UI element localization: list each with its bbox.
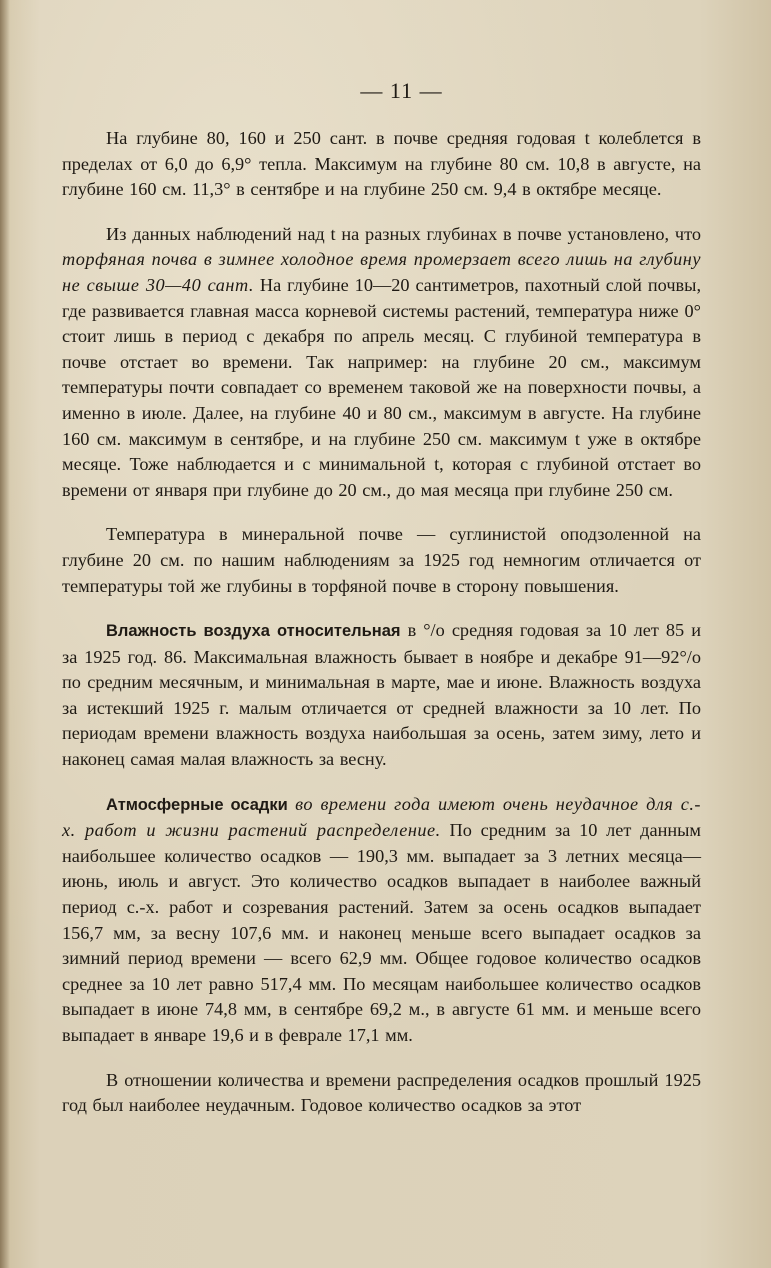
text-run: По средним за 10 лет данным наибольшее количество осадков — 190,3 мм. выпадает за 3 летних месяца—июнь, июль и август. Это количество осадков выпадает в наиболее важный период с.-х. работ и созревания растений. Затем за осень осадков выпадает 156,7 мм, за весну 107,6 мм. и наконец меньше всего выпадает осадков за зимний период времени — всего 62,9 мм. Общее годовое количество осадков среднее за 10 лет равно 517,4 мм. По месяцам наибольшее количество осадков выпадает в июне 74,8 мм, в сентябре 69,2 м., в августе 61 мм. и меньше всего выпадает в январе 19,6 и в феврале 17,1 мм. <box>62 820 701 1045</box>
text-run: На глубине 10—20 сантиметров, пахотный слой почвы, где развивается главная масса корневой системы растений, температура ниже 0° стоит лишь в период с декабря по апрель месяц. С глубиной температура в почве отстает во времени. Так например: на глубине 20 см., максимум температуры почти совпадает со временем таковой же на поверхности почвы, а именно в июле. Далее, на глубине 40 и 80 см., максимум в августе. На глубине 160 см. максимум в сентябре, и на глубине 250 см. максимум t уже в октябре месяце. Тоже наблюдается и с минимальной t, которая с глубиной отстает во времени от января при глубине до 20 см., до мая месяца при глубине 250 см. <box>62 274 702 500</box>
text-run: Температура в минеральной почве — суглинистой оподзоленной на глубине 20 см. по нашим наблюдениям за 1925 год немногим отличается от температуры той же глубины в торфяной почве в сторону повышения. <box>62 524 701 596</box>
italic-run: во времени года имеют очень неудачное для с.-х. работ и жизни растений распределение. <box>62 793 701 841</box>
paragraph <box>62 618 701 773</box>
bold-heading-run: Влажность воздуха относительная <box>106 622 401 641</box>
italic-run: торфяная почва в зимнее холодное время промерзает всего лишь на глубину не свыше 30—40 сант. <box>62 249 701 295</box>
page-number: — 11 — <box>360 78 443 103</box>
paragraph <box>62 222 701 504</box>
paragraph <box>62 1068 701 1119</box>
body-text <box>62 126 701 1119</box>
text-run: Из данных наблюдений над t на разных глубинах в почве установлено, что <box>106 223 701 244</box>
text-run: В отношении количества и времени распределения осадков прошлый 1925 год был наиболее неудачным. Годовое количество осадков за этот <box>62 1069 701 1116</box>
text-run: в °/о средняя годовая за 10 лет 85 и за 1925 год. 86. Максимальная влажность бывает в ноябре и декабре 91—92°/о по средним месячным, и минимальная в марте, мае и июне. Влажность воздуха за истекший 1925 г. малым отличается от средней влажности за 10 лет. По периодам времени влажность воздуха наибольшая за осень, затем зиму, лето и наконец самая малая влажность за весну. <box>62 620 701 770</box>
bold-heading-run: Атмосферные осадки <box>106 795 288 814</box>
paragraph <box>62 126 701 203</box>
paragraph <box>62 792 701 1049</box>
text-run: На глубине 80, 160 и 250 сант. в почве средняя годовая t колеблется в пределах от 6,0 до 6,9° тепла. Максимум на глубине 80 см. 10,8 в августе, на глубине 160 см. 11,3° в сентябре и на глубине 250 см. 9,4 в октябре месяце. <box>62 128 701 200</box>
page-edge-shadow <box>0 0 10 1268</box>
paragraph <box>62 522 701 599</box>
